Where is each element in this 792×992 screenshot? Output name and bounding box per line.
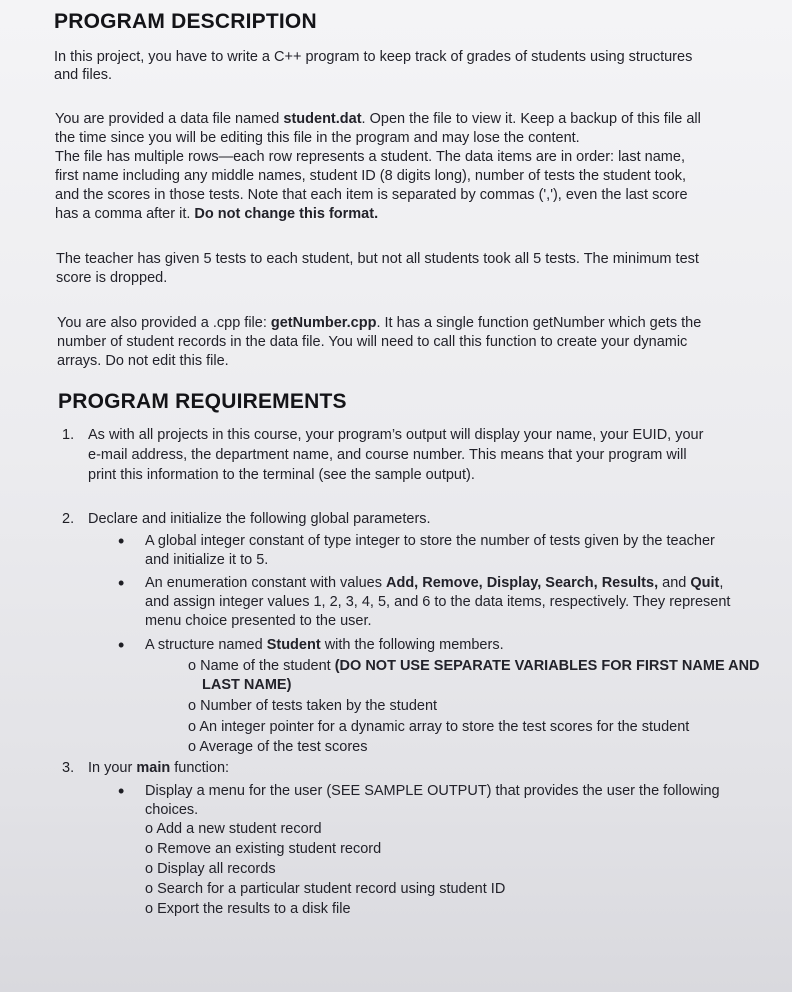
text: An integer pointer for a dynamic array to store the test scores for the student <box>199 719 690 735</box>
sub-bullet-icon: o <box>145 821 154 837</box>
text: Name of the student <box>200 658 335 674</box>
section-title-requirements: PROGRAM REQUIREMENTS <box>58 390 347 413</box>
bullet-icon: • <box>118 635 125 655</box>
para1-line-1 <box>55 110 701 128</box>
text: with the following members. <box>320 637 504 653</box>
struct-name: Student <box>266 637 321 653</box>
para1-line-5: and the scores in those tests. Note that each item is separated by commas (','), even the last score <box>55 187 688 203</box>
text: . Open the file to view it. Keep a backup of this file all <box>361 111 701 127</box>
para1-line-3: The file has multiple rows—each row represents a student. The data items are in order: last name, <box>55 149 685 165</box>
text: In your <box>88 760 137 776</box>
req2-line-1: Declare and initialize the following global parameters. <box>88 511 431 527</box>
para1-line-6 <box>55 205 378 223</box>
intro-line-2: and files. <box>54 67 113 83</box>
text: . It has a single function getNumber which gets the <box>376 315 702 331</box>
intro-line-1: In this project, you have to write a C++ program to keep track of grades of students using structures <box>54 49 693 65</box>
para2-line-2: score is dropped. <box>56 270 168 286</box>
sub-bullet-icon: o <box>145 841 154 857</box>
bullet-icon: • <box>118 573 125 593</box>
menu-choice-1 <box>145 820 322 838</box>
req1-line-2: e-mail address, the department name, and course number. This means that your program will <box>88 447 687 463</box>
text: An enumeration constant with values <box>145 575 386 591</box>
sub-bullet-icon: o <box>145 861 154 877</box>
filename-getnumber-cpp: getNumber.cpp <box>270 315 377 331</box>
format-warning: Do not change this format. <box>194 206 379 222</box>
sub-bullet-icon: o <box>188 698 197 714</box>
text: Export the results to a disk file <box>157 901 351 917</box>
req3-bullet1-line-2: choices. <box>145 802 199 818</box>
req2-bullet1-line-2: and initialize it to 5. <box>145 552 269 568</box>
text: Display all records <box>157 861 276 877</box>
struct-member-1-cont: LAST NAME) <box>202 677 292 693</box>
para1-line-2: the time since you will be editing this file in the program and may lose the content. <box>55 130 580 146</box>
text: , <box>719 575 724 591</box>
req2-bullet1-line-1: A global integer constant of type integer to store the number of tests given by the teacher <box>145 533 715 549</box>
text: Average of the test scores <box>199 739 368 755</box>
para3-line-3: arrays. Do not edit this file. <box>57 353 229 369</box>
sub-bullet-icon: o <box>188 658 197 674</box>
enum-quit: Quit <box>690 575 720 591</box>
menu-choice-5 <box>145 900 351 918</box>
req3-bullet1-line-1: Display a menu for the user (SEE SAMPLE OUTPUT) that provides the user the following <box>145 783 720 799</box>
struct-member-4 <box>188 738 368 756</box>
req1-line-3: print this information to the terminal (see the sample output). <box>88 467 475 483</box>
para1-line-4: first name including any middle names, student ID (8 digits long), number of tests the student took, <box>55 168 687 184</box>
para2-line-1: The teacher has given 5 tests to each student, but not all students took all 5 tests. The minimum test <box>56 251 699 267</box>
text: Remove an existing student record <box>157 841 382 857</box>
text: You are provided a data file named <box>55 111 284 127</box>
section-title-description: PROGRAM DESCRIPTION <box>54 10 317 33</box>
text: You are also provided a .cpp file: <box>57 315 271 331</box>
menu-choice-2 <box>145 840 381 858</box>
req2-bullet3-line-1 <box>145 636 504 654</box>
para3-line-1 <box>57 314 701 332</box>
struct-member-1 <box>188 657 760 675</box>
text: function: <box>170 760 230 776</box>
text: Search for a particular student record using student ID <box>157 881 506 897</box>
list-number-2: 2. <box>62 511 75 527</box>
filename-student-dat: student.dat <box>283 111 362 127</box>
list-number-1: 1. <box>62 427 75 443</box>
text: A structure named <box>145 637 267 653</box>
menu-choice-3 <box>145 860 276 878</box>
bullet-icon: • <box>118 531 125 551</box>
bullet-icon: • <box>118 781 125 801</box>
name-warning: (DO NOT USE SEPARATE VARIABLES FOR FIRST NAME AND <box>334 658 760 674</box>
struct-member-2 <box>188 697 437 715</box>
sub-bullet-icon: o <box>188 739 197 755</box>
req2-bullet2-line-1 <box>145 574 723 592</box>
req2-bullet2-line-3: menu choice presented to the user. <box>145 613 372 629</box>
sub-bullet-icon: o <box>145 881 154 897</box>
text: has a comma after it. <box>55 206 195 222</box>
text: Number of tests taken by the student <box>200 698 438 714</box>
sub-bullet-icon: o <box>145 901 154 917</box>
text: Add a new student record <box>156 821 322 837</box>
sub-bullet-icon: o <box>188 719 197 735</box>
req3-line-1 <box>88 759 229 777</box>
req2-bullet2-line-2: and assign integer values 1, 2, 3, 4, 5, and 6 to the data items, respectively. They represent <box>145 594 731 610</box>
function-main: main <box>136 760 171 776</box>
req1-line-1: As with all projects in this course, your program’s output will display your name, your EUID, your <box>88 427 704 443</box>
text: and <box>658 575 691 591</box>
para3-line-2: number of student records in the data file. You will need to call this function to create your dynamic <box>57 334 688 350</box>
enum-values: Add, Remove, Display, Search, Results, <box>386 575 659 591</box>
list-number-3: 3. <box>62 760 75 776</box>
struct-member-3 <box>188 718 689 736</box>
menu-choice-4 <box>145 880 505 898</box>
